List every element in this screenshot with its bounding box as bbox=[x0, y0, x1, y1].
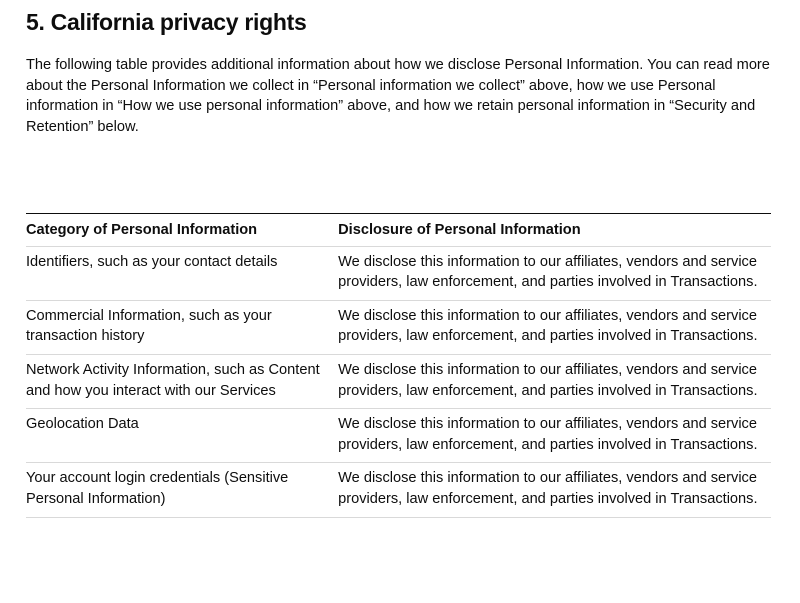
california-rights-table bbox=[26, 213, 771, 518]
table-header-row bbox=[26, 214, 771, 247]
row-disclosure-cell: We disclose this information to our affiliates, vendors and service providers, law enforcement, and parties involved in Transactions. bbox=[338, 470, 758, 507]
row-category-cell: Network Activity Information, such as Content and how you interact with our Services bbox=[26, 361, 320, 399]
header-disclosure: Disclosure of Personal Information bbox=[338, 222, 581, 238]
table-row bbox=[26, 354, 771, 408]
table-row bbox=[26, 246, 771, 300]
row-category-cell: Identifiers, such as your contact details bbox=[26, 253, 278, 270]
row-disclosure-cell: We disclose this information to our affiliates, vendors and service providers, law enforcement, and parties involved in Transactions. bbox=[338, 361, 758, 399]
table-row bbox=[26, 409, 771, 463]
section-intro: The following table provides additional information about how we disclose Personal Information. You can read more about the Personal Information we collect in “Personal information we collect” above, how we use Personal information in “How we use personal information” above, and how we retain personal information in “Security and Retention” below. bbox=[26, 57, 770, 135]
row-category-cell: Your account login credentials (Sensitive Personal Information) bbox=[26, 470, 289, 507]
row-disclosure-cell: We disclose this information to our affiliates, vendors and service providers, law enforcement, and parties involved in Transactions. bbox=[338, 307, 758, 345]
table-row bbox=[26, 300, 771, 354]
table-row bbox=[26, 463, 771, 517]
row-category-cell: Commercial Information, such as your transaction history bbox=[26, 307, 272, 345]
row-disclosure-cell: We disclose this information to our affiliates, vendors and service providers, law enforcement, and parties involved in Transactions. bbox=[338, 253, 758, 291]
row-category-cell: Geolocation Data bbox=[26, 416, 139, 433]
row-disclosure-cell: We disclose this information to our affiliates, vendors and service providers, law enforcement, and parties involved in Transactions. bbox=[338, 416, 758, 453]
header-category: Category of Personal Information bbox=[26, 222, 258, 238]
section-title: 5. California privacy rights bbox=[26, 9, 307, 35]
